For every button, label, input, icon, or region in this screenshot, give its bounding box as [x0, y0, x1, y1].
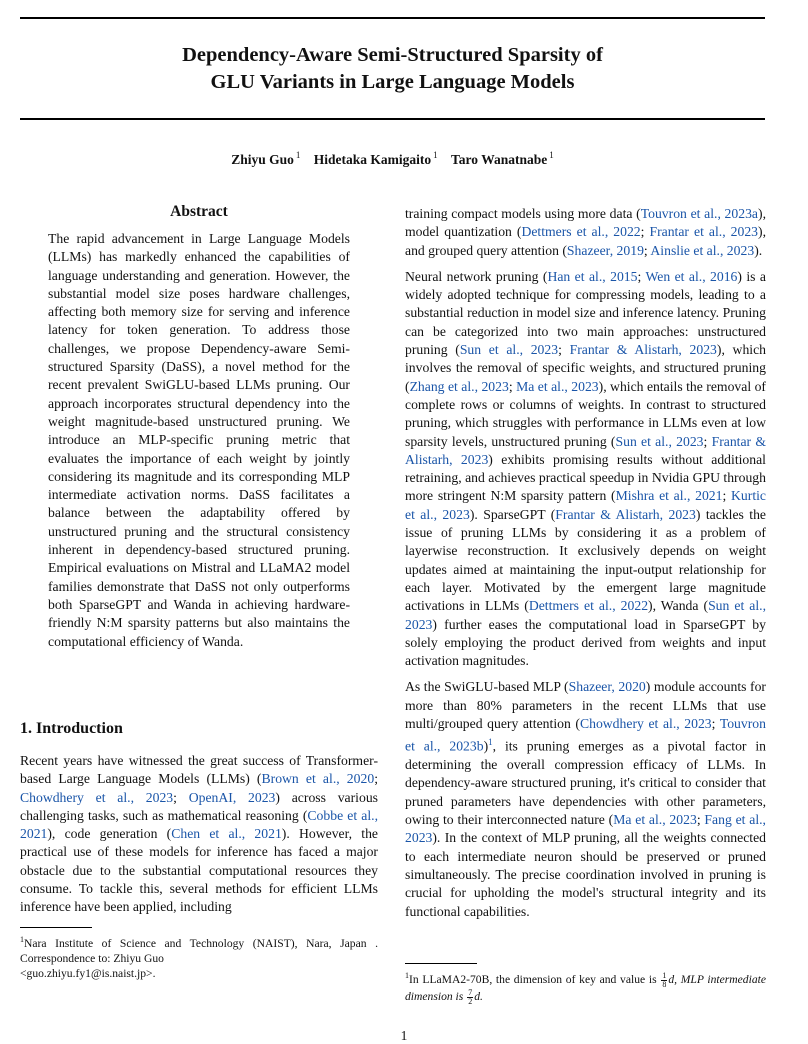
- page-number: 1: [400, 1028, 408, 1043]
- right-paragraph-2: As the SwiGLU-based MLP (Shazeer, 2020) module accounts for more than 80% parameters in the recent LLMs that use multi/grouped query attention (Chowdhery et al., 2023; Touvron et al., 2023b)$^1$, its pruning emerges as a pivotal factor in determining the overall compression efficacy of LLMs. In dependency-aware structured pruning, it's critical to consider that pruned parameters have dependencies with other parameters, owing to their interconnected nature (Ma et al., 2023; Fang et al., 2023). In the context of MLP pruning, all the weights connected to each intermediate neuron should be preserved or pruned simultaneously. The precise coordination involved in pruning is crucial for upholding the model's structural integrity and its functional capabilities.: [405, 679, 766, 919]
- citation-link[interactable]: Frantar & Alistarh, 2023: [555, 506, 696, 522]
- citation-link[interactable]: Han et al., 2015: [547, 268, 638, 284]
- author-1: Zhiyu Guo $^1$: [231, 150, 301, 167]
- citation-link[interactable]: Touvron et al., 2023a: [640, 206, 759, 221]
- citation-link[interactable]: Mishra et al., 2021: [615, 488, 723, 504]
- right-footnote-rule: [405, 963, 477, 964]
- fraction-seven-halves: $\frac{7}{2}$: [468, 987, 473, 1006]
- citation-link[interactable]: Sun et al., 2023: [459, 342, 559, 358]
- affiliation-footnote: $^1$Nara Institute of Science and Technology (NAIST), Nara, Japan . Correspondence to: Zhiyu Guo <guo.zhiyu.fy1@is.naist.jp>.: [20, 935, 378, 980]
- intro-left-column: [20, 752, 378, 917]
- title-line-1: Dependency-Aware Semi-Structured Sparsity of: [182, 44, 603, 66]
- right-paragraph-0: training compact models using more data (Touvron et al., 2023a), model quantization (Dettmers et al., 2022; Frantar et al., 2023), and grouped query attention (Shazeer, 2019; Ainslie et al., 2023).: [405, 206, 766, 258]
- citation-link[interactable]: Zhang et al., 2023: [409, 378, 509, 394]
- citation-link[interactable]: Sun et al., 2023: [615, 433, 704, 449]
- title-top-rule: [20, 17, 765, 19]
- citation-link[interactable]: Chen et al., 2021: [171, 826, 282, 842]
- right-column: [405, 205, 766, 921]
- author-3: Taro Wanatnabe $^1$: [451, 150, 554, 167]
- citation-link[interactable]: Dettmers et al., 2022: [528, 598, 649, 614]
- citation-link[interactable]: Frantar & Alistarh, 2023: [405, 433, 766, 467]
- citation-link[interactable]: Cobbe et al., 2021: [20, 807, 378, 842]
- citation-link[interactable]: Ma et al., 2023: [516, 378, 599, 394]
- title-bottom-rule: [20, 118, 765, 120]
- footnote-marker[interactable]: 1: [488, 737, 493, 748]
- introduction-heading: 1. Introduction: [20, 720, 123, 737]
- paper-title: [20, 42, 765, 96]
- fraction-one-eighth: $\frac{1}{8}$: [662, 970, 667, 989]
- llama-footnote: $^1$In LLaMA2-70B, the dimension of key and value is $\frac{1}{8}$ d, MLP intermediate dimension is $\frac{7}{2}$ d.: [405, 970, 766, 1006]
- abstract-body: The rapid advancement in Large Language Models (LLMs) has markedly enhanced the capabilities of language understanding and generation. However, the substantial model size poses hardware challenges, affecting both memory size for serving and inference latency for token generation. To address those challenges, we propose Dependency-aware Semi-structured Sparsity (DaSS), a novel method for the recent prevalent SwiGLU-based LLMs pruning. Our approach incorporates structural dependency into the weight magnitude-based unstructured pruning. We introduce an MLP-specific pruning metric that evaluates the importance of each weight by jointly considering its magnitude and its corresponding MLP intermediate activation norms. DaSS facilitates a balance between the adaptability offered by unstructured pruning and the structural consistency inherent in dependency-based structured pruning. Empirical evaluations on Mistral and LLaMA2 model families demonstrate that DaSS not only outperforms both SparseGPT and Wanda in achieving hardware-friendly N:M sparsity patterns but also maintains the computational efficiency of Wanda.: [48, 231, 350, 649]
- left-footnote-rule: [20, 927, 92, 928]
- citation-link[interactable]: Touvron et al., 2023b: [405, 716, 766, 754]
- author-2: Hidetaka Kamigaito $^1$: [313, 150, 438, 167]
- citation-link[interactable]: Frantar & Alistarh, 2023: [569, 342, 717, 358]
- citation-link[interactable]: Fang et al., 2023: [405, 812, 766, 846]
- citation-link[interactable]: Shazeer, 2020: [568, 679, 646, 695]
- citation-link[interactable]: Wen et al., 2016: [645, 268, 738, 284]
- citation-link[interactable]: Sun et al., 2023: [405, 598, 767, 632]
- citation-link[interactable]: OpenAI, 2023: [188, 789, 276, 805]
- citation-link[interactable]: Ainslie et al., 2023: [650, 242, 755, 258]
- correspondence-email: <guo.zhiyu.fy1@is.naist.jp>.: [20, 966, 156, 980]
- intro-paragraph-1: Recent years have witnessed the great success of Transformer-based Large Language Models (LLMs) (Brown et al., 2020; Chowdhery et al., 2023; OpenAI, 2023) across various challenging tasks, such as mathematical reasoning (Cobbe et al., 2021), code generation (Chen et al., 2021). However, the practical use of these models for inference has faced a major obstacle due to the substantial computational resources they consume. To tackle this, several methods for efficient LLMs inference have been applied, including: [20, 753, 379, 915]
- right-paragraph-1: Neural network pruning (Han et al., 2015; Wen et al., 2016) is a widely adopted technique for compressing models, leading to a substantial reduction in model size and inference latency. Pruning can be categorized into two main approaches: unstructured pruning (Sun et al., 2023; Frantar & Alistarh, 2023), which involves the removal of specific weights, and structured pruning (Zhang et al., 2023; Ma et al., 2023), which entails the removal of complete rows or columns of weights. In contrast to structured pruning, which struggles with performance in LLMs even at low sparsity levels, unstructured pruning (Sun et al., 2023; Frantar & Alistarh, 2023) exhibits promising results without additional retraining, and achieves practical speedup in Nvidia GPU through more stringent N:M sparsity pattern (Mishra et al., 2021; Kurtic et al., 2023). SparseGPT (Frantar & Alistarh, 2023) tackles the issue of pruning LLMs by considering it as a problem of layerwise reconstruction. It exclusively depends on weight updates aimed at maintaining the input-output relationship for each layer. Motivated by the emergent large magnitude activations in LLMs (Dettmers et al., 2022), Wanda (Sun et al., 2023) further eases the computational load in SparseGPT by solely employing the product derived from weights and input activation magnitudes.: [405, 268, 767, 669]
- citation-link[interactable]: Dettmers et al., 2022: [521, 224, 641, 240]
- citation-link[interactable]: Chowdhery et al., 2023: [579, 716, 712, 732]
- citation-link[interactable]: Shazeer, 2019: [566, 242, 644, 258]
- title-line-2: GLU Variants in Large Language Models: [210, 71, 575, 93]
- citation-link[interactable]: Kurtic et al., 2023: [405, 488, 766, 522]
- citation-link[interactable]: Ma et al., 2023: [613, 812, 697, 828]
- citation-link[interactable]: Chowdhery et al., 2023: [20, 789, 174, 805]
- abstract-heading: Abstract: [170, 203, 228, 220]
- author-list: [20, 150, 765, 168]
- citation-link[interactable]: Brown et al., 2020: [261, 771, 375, 787]
- citation-link[interactable]: Frantar et al., 2023: [649, 224, 759, 240]
